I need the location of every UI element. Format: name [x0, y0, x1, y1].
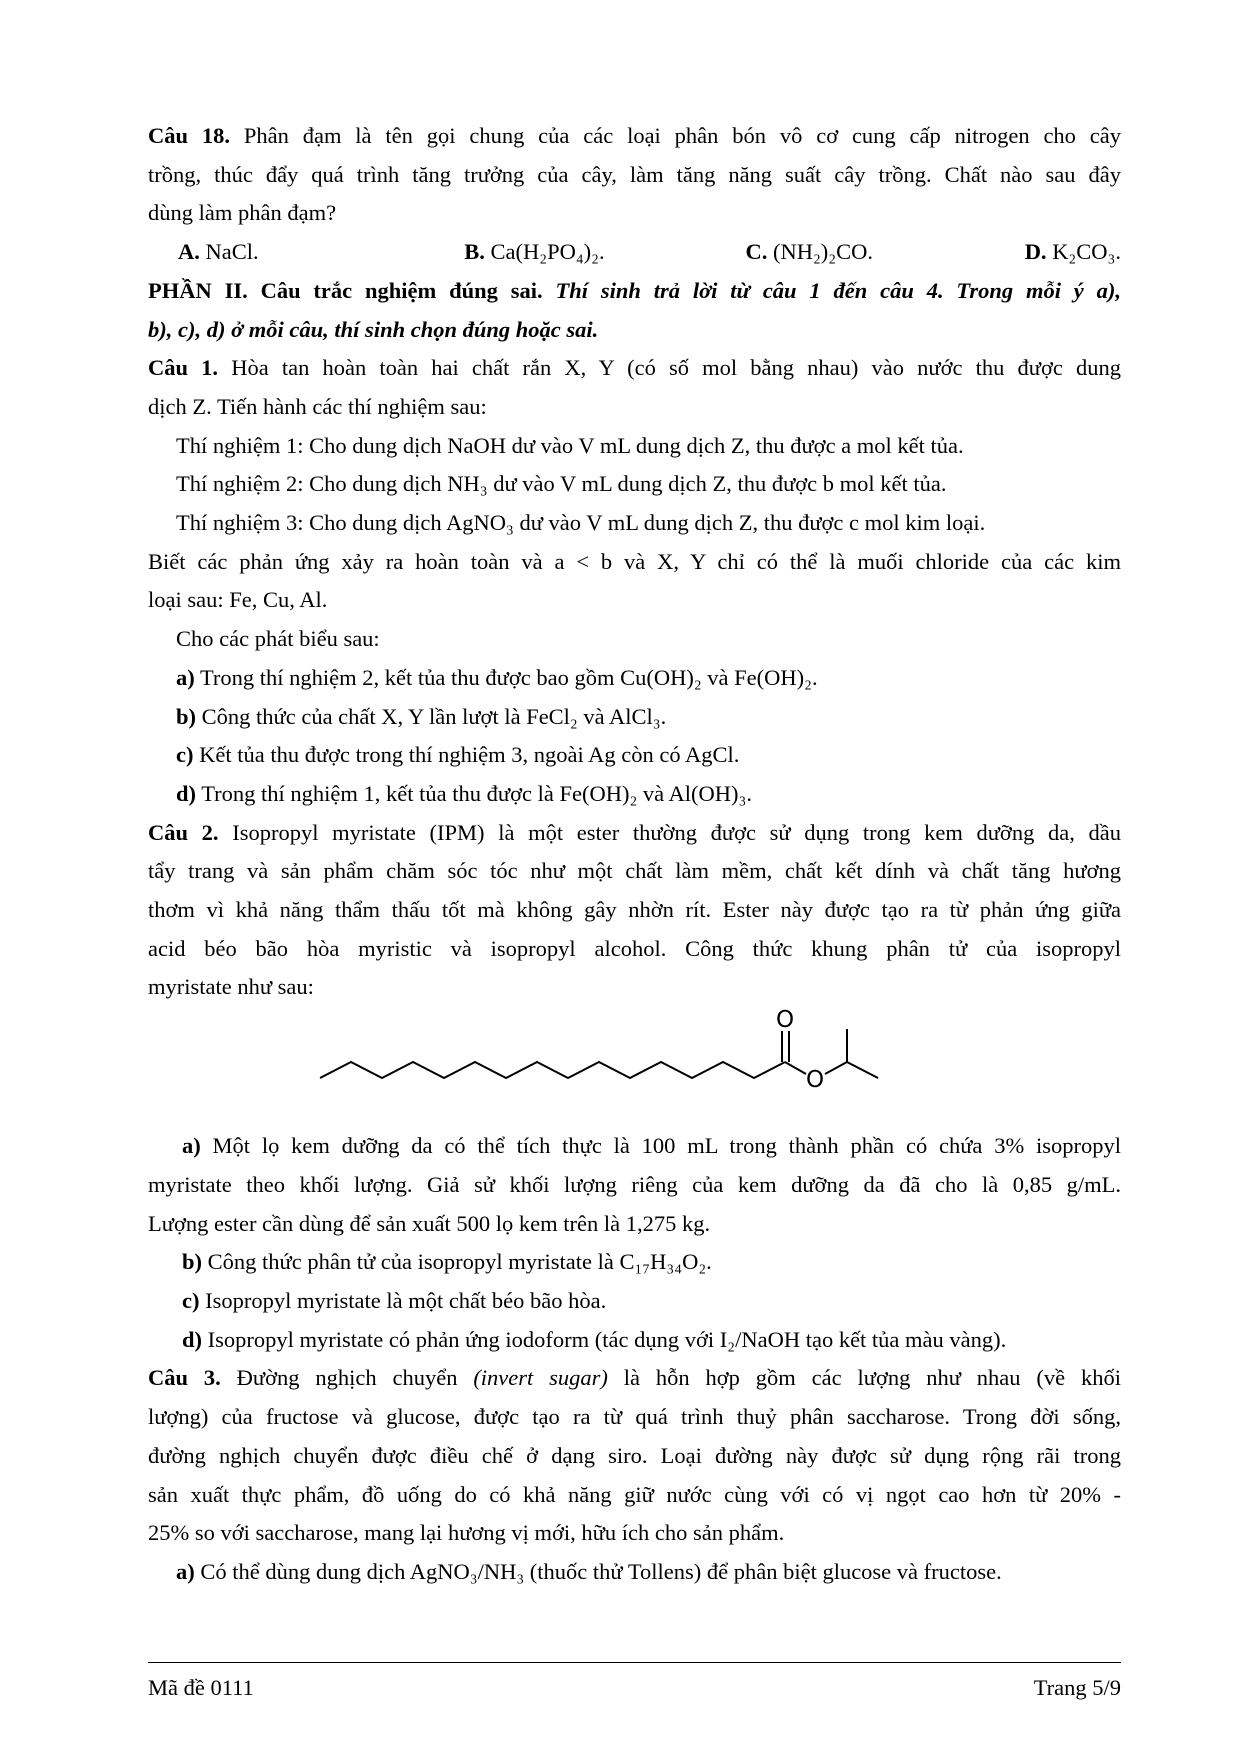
q1-experiment-1: Thí nghiệm 1: Cho dung dịch NaOH dư vào V mL dung dịch Z, thu được a mol kết tủa. [176, 432, 964, 458]
q2-line-3: thơm vì khả năng thẩm thấu tốt mà không gây nhờn rít. Ester này được tạo ra từ phản ứng giữa [148, 897, 1121, 923]
q18-option-a: A. NaCl. [178, 239, 259, 265]
q2-statement-a-line-1: a) Một lọ kem dưỡng da có thể tích thực là 100 mL trong thành phần có chứa 3% isopropyl [182, 1133, 1121, 1159]
part2-instructions: b), c), d) ở mỗi câu, thí sinh chọn đúng hoặc sai. [148, 316, 599, 342]
isopropyl-myristate-structure [148, 1007, 1121, 1127]
carbon-chain [320, 1062, 785, 1078]
q3-line-1: Câu 3. Đường nghịch chuyển (invert sugar) là hỗn hợp gồm các lượng như nhau (về khối [148, 1365, 1121, 1391]
page-footer [148, 1662, 1121, 1701]
q2-statement-b: b) Công thức phân tử của isopropyl myristate là C₁₇H₃₄O₂. [182, 1249, 712, 1275]
q3-line-4: sản xuất thực phẩm, đồ uống do có khả năng giữ nước cùng với có vị ngọt cao hơn từ 20% - [148, 1481, 1121, 1507]
q1-statement-a: a) Trong thí nghiệm 2, kết tủa thu được bao gồm Cu(OH)₂ và Fe(OH)₂. [176, 664, 818, 690]
q2-line-4: acid béo bão hòa myristic và isopropyl alcohol. Công thức khung phân tử của isopropyl [148, 935, 1121, 961]
q18-option-b: B. Ca(H₂PO₄)₂. [464, 239, 605, 265]
q18-option-c: C. (NH₂)₂CO. [745, 239, 874, 265]
q18-line-1: Câu 18. Phân đạm là tên gọi chung của các loại phân bón vô cơ cung cấp nitrogen cho cây [148, 123, 1122, 148]
q2-statement-a-line-2: myristate theo khối lượng. Giả sử khối lượng riêng của kem dưỡng da đã cho là 0,85 g/mL. [148, 1171, 1121, 1197]
skeletal-formula-diagram [318, 1007, 958, 1117]
q18-line-2: trồng, thúc đẩy quá trình tăng trưởng của cây, làm tăng năng suất cây trồng. Chất nào sau đây [148, 161, 1121, 187]
isopropyl-down [847, 1062, 878, 1078]
q2-line-2: tẩy trang và sản phẩm chăm sóc tóc như một chất làm mềm, chất kết dính và chất tăng hương [148, 858, 1121, 884]
page-number: Trang 5/9 [1033, 1675, 1121, 1700]
q18-line-3: dùng làm phân đạm? [148, 200, 337, 226]
ester-bond-2 [825, 1062, 847, 1074]
carbonyl-oxygen: O [775, 1007, 795, 1034]
q2-statement-c: c) Isopropyl myristate là một chất béo bão hòa. [182, 1287, 607, 1313]
part2-heading: PHẦN II. Câu trắc nghiệm đúng sai. Thí sinh trả lời từ câu 1 đến câu 4. Trong mỗi ý a), [148, 277, 1122, 303]
q3-line-2: lượng) của fructose và glucose, được tạo ra từ quá trình thuỷ phân saccharose. Trong đời sống, [148, 1404, 1121, 1430]
q1-statement-d: d) Trong thí nghiệm 1, kết tủa thu được là Fe(OH)₂ và Al(OH)₃. [176, 780, 752, 806]
q2-statement-a-line-3: Lượng ester cần dùng để sản xuất 500 lọ kem trên là 1,275 kg. [148, 1210, 711, 1236]
exam-code: Mã đề 0111 [148, 1675, 254, 1700]
q3-statement-a: a) Có thể dùng dung dịch AgNO₃/NH₃ (thuốc thử Tollens) để phân biệt glucose và fructose. [176, 1558, 1002, 1584]
q1-statement-b: b) Công thức của chất X, Y lần lượt là FeCl₂ và AlCl₃. [176, 703, 667, 729]
q1-line-4: loại sau: Fe, Cu, Al. [148, 587, 328, 613]
q3-line-3: đường nghịch chuyển được điều chế ở dạng siro. Loại đường này được sử dụng rộng rãi trong [148, 1442, 1121, 1468]
q1-statement-c: c) Kết tủa thu được trong thí nghiệm 3, ngoài Ag còn có AgCl. [176, 742, 740, 768]
q3-line-5: 25% so với saccharose, mang lại hương vị mới, hữu ích cho sản phẩm. [148, 1520, 785, 1546]
q1-intro: Cho các phát biểu sau: [176, 626, 380, 652]
ester-oxygen: O [805, 1067, 825, 1094]
q1-line-1: Câu 1. Hòa tan hoàn toàn hai chất rắn X, Y (có số mol bằng nhau) vào nước thu được dung [148, 355, 1122, 381]
q1-experiment-3: Thí nghiệm 3: Cho dung dịch AgNO₃ dư vào V mL dung dịch Z, thu được c mol kim loại. [176, 510, 986, 536]
q18-options [148, 233, 1121, 272]
q1-line-3: Biết các phản ứng xảy ra hoàn toàn và a < b và X, Y chỉ có thể là muối chloride của các kim [148, 548, 1121, 574]
exam-page [148, 117, 1121, 1592]
q18-option-d: D. K₂CO₃. [1024, 239, 1122, 265]
q2-line-5: myristate như sau: [148, 974, 314, 1000]
q2-statement-d: d) Isopropyl myristate có phản ứng iodoform (tác dụng với I₂/NaOH tạo kết tủa màu vàng). [182, 1326, 1007, 1352]
q18-label: Câu 18. [148, 123, 230, 148]
q1-line-2: dịch Z. Tiến hành các thí nghiệm sau: [148, 393, 487, 419]
q2-line-1: Câu 2. Isopropyl myristate (IPM) là một ester thường được sử dụng trong kem dưỡng da, dầu [148, 819, 1122, 845]
q1-experiment-2: Thí nghiệm 2: Cho dung dịch NH₃ dư vào V mL dung dịch Z, thu được b mol kết tủa. [176, 471, 947, 497]
ester-bond-1 [785, 1062, 806, 1074]
